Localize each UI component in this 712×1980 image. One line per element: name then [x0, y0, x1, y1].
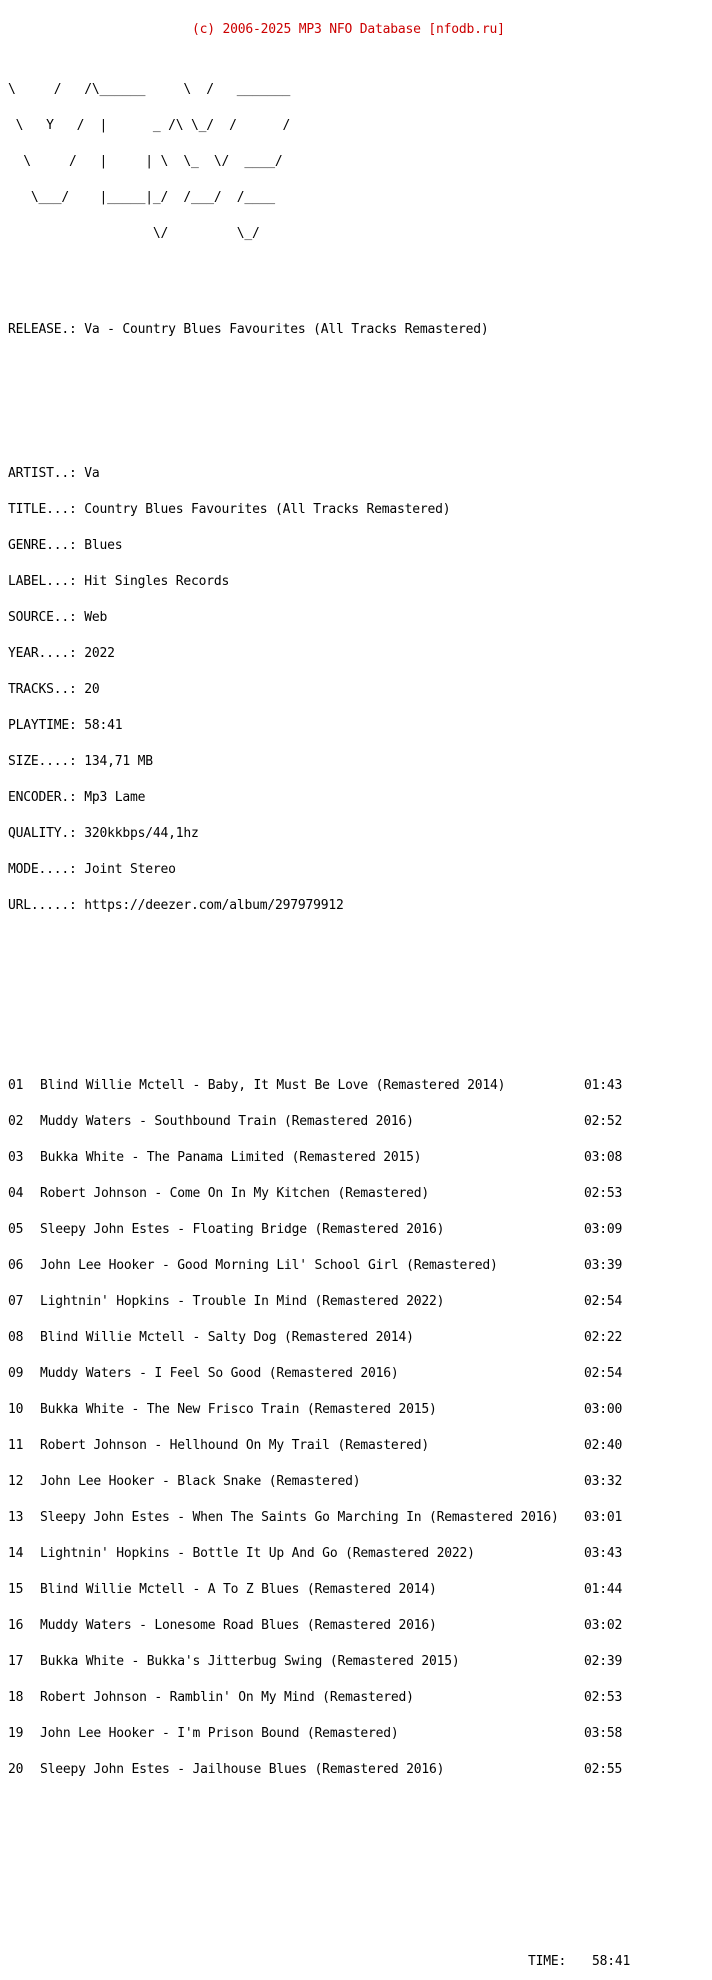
- field-playtime: [8, 720, 505, 732]
- track-row: [8, 1258, 623, 1273]
- track-row: [8, 1762, 623, 1777]
- track-row: [8, 1474, 623, 1489]
- track-number: 10: [8, 1402, 24, 1417]
- track-number: 07: [8, 1294, 24, 1309]
- field-key: URL.....:: [8, 898, 77, 913]
- track-number: 09: [8, 1366, 24, 1381]
- track-number: 06: [8, 1258, 24, 1273]
- field-key: QUALITY.:: [8, 826, 77, 841]
- track-title: John Lee Hooker - Good Morning Lil' School Girl (Remastered): [40, 1258, 498, 1273]
- track-number: 15: [8, 1582, 24, 1597]
- track-title: Bukka White - Bukka's Jitterbug Swing (Remastered 2015): [40, 1654, 460, 1669]
- track-row: [8, 1726, 623, 1741]
- field-key: ARTIST..:: [8, 466, 77, 481]
- logo-line: \/ \_/: [8, 226, 260, 241]
- field-key: TITLE...:: [8, 502, 77, 517]
- track-number: 01: [8, 1078, 24, 1093]
- track-duration: 03:32: [584, 1474, 623, 1489]
- track-title: Blind Willie Mctell - A To Z Blues (Remastered 2014): [40, 1582, 437, 1597]
- track-number: 14: [8, 1546, 24, 1561]
- track-duration: 03:09: [584, 1222, 623, 1237]
- track-row: [8, 1114, 623, 1129]
- track-row: [8, 1690, 623, 1705]
- track-title: John Lee Hooker - I'm Prison Bound (Remastered): [40, 1726, 399, 1741]
- field-key: GENRE...:: [8, 538, 77, 553]
- track-number: 02: [8, 1114, 24, 1129]
- field-genre: [8, 540, 505, 552]
- track-row: [8, 1618, 623, 1633]
- track-row: [8, 1438, 623, 1453]
- track-number: 13: [8, 1510, 24, 1525]
- field-value: 134,71 MB: [84, 754, 153, 769]
- track-title: Blind Willie Mctell - Salty Dog (Remastered 2014): [40, 1330, 414, 1345]
- field-value: Country Blues Favourites (All Tracks Remastered): [84, 502, 451, 517]
- track-title: Muddy Waters - Southbound Train (Remastered 2016): [40, 1114, 414, 1129]
- track-duration: 01:43: [584, 1078, 623, 1093]
- track-number: 11: [8, 1438, 24, 1453]
- track-number: 17: [8, 1654, 24, 1669]
- field-value: Blues: [84, 538, 123, 553]
- field-value: 58:41: [84, 718, 123, 733]
- track-title: Muddy Waters - Lonesome Road Blues (Remastered 2016): [40, 1618, 437, 1633]
- track-number: 19: [8, 1726, 24, 1741]
- field-label: [8, 576, 505, 588]
- track-duration: 03:58: [584, 1726, 623, 1741]
- field-year: [8, 648, 505, 660]
- track-duration: 03:39: [584, 1258, 623, 1273]
- field-key: SIZE....:: [8, 754, 77, 769]
- track-row: [8, 1186, 623, 1201]
- track-duration: 02:22: [584, 1330, 623, 1345]
- track-number: 12: [8, 1474, 24, 1489]
- track-number: 03: [8, 1150, 24, 1165]
- field-value: 320kkbps/44,1hz: [84, 826, 199, 841]
- track-title: Sleepy John Estes - Floating Bridge (Remastered 2016): [40, 1222, 445, 1237]
- field-value: Hit Singles Records: [84, 574, 230, 589]
- field-tracks: [8, 684, 505, 696]
- field-url: [8, 900, 505, 912]
- track-duration: 03:08: [584, 1150, 623, 1165]
- track-title: Robert Johnson - Come On In My Kitchen (Remastered): [40, 1186, 429, 1201]
- track-row: [8, 1402, 623, 1417]
- field-value: https://deezer.com/album/297979912: [84, 898, 344, 913]
- release-label: RELEASE.:: [8, 322, 77, 337]
- track-duration: 03:00: [584, 1402, 623, 1417]
- track-title: Robert Johnson - Ramblin' On My Mind (Remastered): [40, 1690, 414, 1705]
- track-duration: 02:40: [584, 1438, 623, 1453]
- field-key: MODE....:: [8, 862, 77, 877]
- track-title: Bukka White - The New Frisco Train (Remastered 2015): [40, 1402, 437, 1417]
- track-title: Sleepy John Estes - Jailhouse Blues (Remastered 2016): [40, 1762, 445, 1777]
- track-duration: 03:01: [584, 1510, 623, 1525]
- field-encoder: [8, 792, 505, 804]
- copyright-line: [8, 24, 505, 36]
- track-duration: 02:39: [584, 1654, 623, 1669]
- track-number: 05: [8, 1222, 24, 1237]
- field-key: SOURCE..:: [8, 610, 77, 625]
- track-title: John Lee Hooker - Black Snake (Remastered): [40, 1474, 361, 1489]
- ascii-logo: [8, 60, 505, 264]
- track-duration: 02:53: [584, 1186, 623, 1201]
- track-duration: 03:02: [584, 1618, 623, 1633]
- field-value: 20: [84, 682, 100, 697]
- logo-line: \ / /\______ \ / _______: [8, 82, 291, 97]
- logo-line: \___/ |_____|_/ /___/ /____: [8, 190, 275, 205]
- field-value: 2022: [84, 646, 115, 661]
- release-value: Va - Country Blues Favourites (All Tracks Remastered): [84, 322, 489, 337]
- nfo-document: [8, 0, 631, 1980]
- track-title: Robert Johnson - Hellhound On My Trail (Remastered): [40, 1438, 429, 1453]
- field-value: Va: [84, 466, 100, 481]
- tracklist: [8, 1056, 623, 1800]
- track-number: 18: [8, 1690, 24, 1705]
- track-title: Muddy Waters - I Feel So Good (Remastered 2016): [40, 1366, 399, 1381]
- total-time-line: [8, 1954, 631, 1969]
- field-value: Web: [84, 610, 108, 625]
- field-title: [8, 504, 505, 516]
- logo-line: \ Y / | _ /\ \_/ / /: [8, 118, 291, 133]
- field-key: ENCODER.:: [8, 790, 77, 805]
- track-duration: 03:43: [584, 1546, 623, 1561]
- track-row: [8, 1366, 623, 1381]
- track-title: Lightnin' Hopkins - Bottle It Up And Go (Remastered 2022): [40, 1546, 475, 1561]
- logo-line: \ / | | \ \_ \/ ____/: [8, 154, 283, 169]
- track-row: [8, 1294, 623, 1309]
- track-row: [8, 1078, 623, 1093]
- track-title: Bukka White - The Panama Limited (Remastered 2015): [40, 1150, 422, 1165]
- track-row: [8, 1222, 623, 1237]
- track-duration: 02:54: [584, 1366, 623, 1381]
- track-row: [8, 1654, 623, 1669]
- track-number: 20: [8, 1762, 24, 1777]
- field-mode: [8, 864, 505, 876]
- track-duration: 02:53: [584, 1690, 623, 1705]
- field-key: YEAR....:: [8, 646, 77, 661]
- track-row: [8, 1546, 623, 1561]
- track-duration: 01:44: [584, 1582, 623, 1597]
- total-time-value: 58:41: [592, 1954, 631, 1969]
- field-quality: [8, 828, 505, 840]
- track-row: [8, 1150, 623, 1165]
- track-duration: 02:54: [584, 1294, 623, 1309]
- track-number: 08: [8, 1330, 24, 1345]
- field-key: LABEL...:: [8, 574, 77, 589]
- track-row: [8, 1582, 623, 1597]
- field-value: Mp3 Lame: [84, 790, 146, 805]
- track-duration: 02:52: [584, 1114, 623, 1129]
- track-number: 16: [8, 1618, 24, 1633]
- track-row: [8, 1510, 623, 1525]
- track-title: Blind Willie Mctell - Baby, It Must Be Love (Remastered 2014): [40, 1078, 506, 1093]
- track-row: [8, 1330, 623, 1345]
- track-number: 04: [8, 1186, 24, 1201]
- field-value: Joint Stereo: [84, 862, 176, 877]
- field-size: [8, 756, 505, 768]
- track-title: Sleepy John Estes - When The Saints Go Marching In (Remastered 2016): [40, 1510, 559, 1525]
- field-artist: [8, 468, 505, 480]
- track-title: Lightnin' Hopkins - Trouble In Mind (Remastered 2022): [40, 1294, 445, 1309]
- total-time-label: TIME:: [528, 1954, 567, 1969]
- track-duration: 02:55: [584, 1762, 623, 1777]
- field-source: [8, 612, 505, 624]
- copyright-text: (c) 2006-2025 MP3 NFO Database [nfodb.ru]: [192, 22, 505, 37]
- release-line: [8, 324, 505, 336]
- info-fields: [8, 444, 505, 936]
- field-key: PLAYTIME:: [8, 718, 77, 733]
- field-key: TRACKS..:: [8, 682, 77, 697]
